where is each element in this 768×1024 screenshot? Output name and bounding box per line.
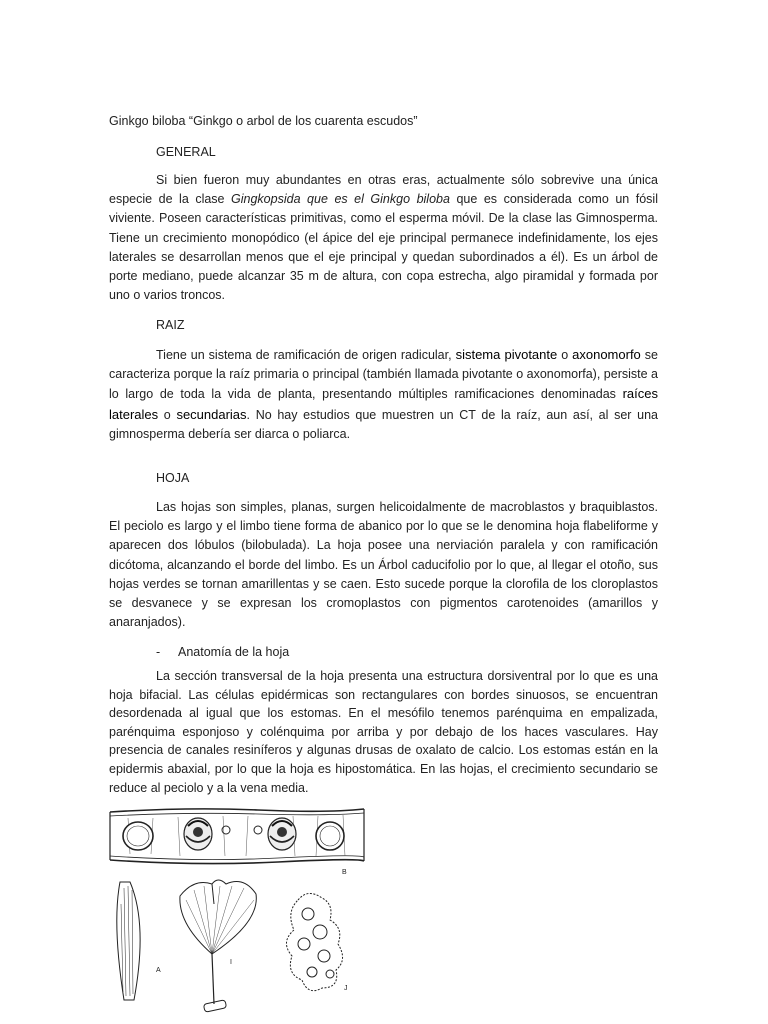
term-sistema-pivotante: sistema pivotante bbox=[455, 347, 558, 362]
paragraph-anatomia: La sección transversal de la hoja presenta una estructura dorsiventral por lo que es una hoja bifacial. Las células epidérmicas son rectangulares con bordes sinuosos, se encuentran desordenada al igual que los estomas. En el mesófilo tenemos parénquima en empalizada, parénquima esponjoso y colénquima por arriba y por debajo de los haces vasculares. Hay presencia de canales resiníferos y algunas drusas de oxalato de calcio. Los estomas están en la epidermis abaxial, por lo que la hoja es hipostomática. En las hojas, el crecimiento secundario se reduce al peciolo y a la vena media. bbox=[109, 669, 658, 795]
cell-cluster-panel bbox=[286, 893, 342, 990]
species-name: Gingkopsida que es el Ginkgo biloba bbox=[231, 192, 450, 207]
section-heading-general: GENERAL bbox=[156, 145, 216, 159]
fan-leaf-panel bbox=[180, 880, 256, 1012]
elongated-leaf-panel bbox=[117, 882, 140, 1000]
figure-label-i: I bbox=[230, 959, 232, 966]
bullet-dash: - bbox=[156, 645, 161, 659]
term-secundarias: secundarias bbox=[176, 406, 247, 422]
subsection-heading: Anatomía de la hoja bbox=[178, 645, 290, 659]
paragraph-general: Si bien fueron muy abundantes en otras eras, actualmente sólo sobrevive una única especie de la clase Gingkopsida que es el Ginkgo biloba que es considerada como un fósil viviente. Poseen características primitivas, como el esperma móvil. De la clase las Gimnosperma. Tiene un crecimiento monopódico (el ápice del eje principal permanece indefinidamente, los ejes laterales se desarrollan menos que el eje principal y quedan subordinados a él). Es un árbol de porte mediano, puede alcanzar 35 m de altura, con copa estrecha, algo piramidal y formada por uno o varios troncos. bbox=[109, 173, 658, 303]
figure-label-j: J bbox=[344, 985, 348, 992]
subsection-anatomia bbox=[156, 645, 289, 659]
paragraph-hoja: Las hojas son simples, planas, surgen helicoidalmente de macroblastos y braquiblastos. El peciolo es largo y el limbo tiene forma de abanico por lo que se le denomina hoja flabeliforme y aparecen dos lóbulos (bilobulada). La hoja posee una nerviación paralela y con ramificación dicótoma, alcanzando el borde del limbo. Es un Árbol caducifolio por lo que, al llegar el otoño, sus hojas verdes se tornan amarillentas y se caen. Esto sucede porque la clorofila de los cloroplastos se desvanece y se expresan los cromoplastos con pigmentos carotenoides (amarillos y anaranjados). bbox=[109, 500, 658, 630]
term-raices-laterales: raíces laterales bbox=[109, 386, 658, 422]
figure-label-b: B bbox=[342, 869, 347, 876]
term-axonomorfo: axonomorfo bbox=[572, 347, 641, 362]
figure-label-a: A bbox=[156, 967, 161, 974]
leaf-anatomy-figure bbox=[108, 804, 366, 1018]
section-heading-raiz: RAIZ bbox=[156, 318, 185, 332]
section-heading-hoja: HOJA bbox=[156, 471, 190, 485]
paragraph-raiz: Tiene un sistema de ramificación de origen radicular, sistema pivotante o axonomorfo se caracteriza porque la raíz primaria o principal (también llamada pivotante o axonomorfa), persiste a lo largo de toda la vida de planta, presentando múltiples ramificaciones denominadas raíces laterales o secundarias. No hay estudios que muestren un CT de la raíz, aun así, al ser una gimnosperma debería ser diarca o poliarca. bbox=[109, 347, 658, 441]
document-title: Ginkgo biloba “Ginkgo o arbol de los cuarenta escudos” bbox=[109, 114, 418, 128]
cross-section-panel bbox=[110, 809, 364, 864]
